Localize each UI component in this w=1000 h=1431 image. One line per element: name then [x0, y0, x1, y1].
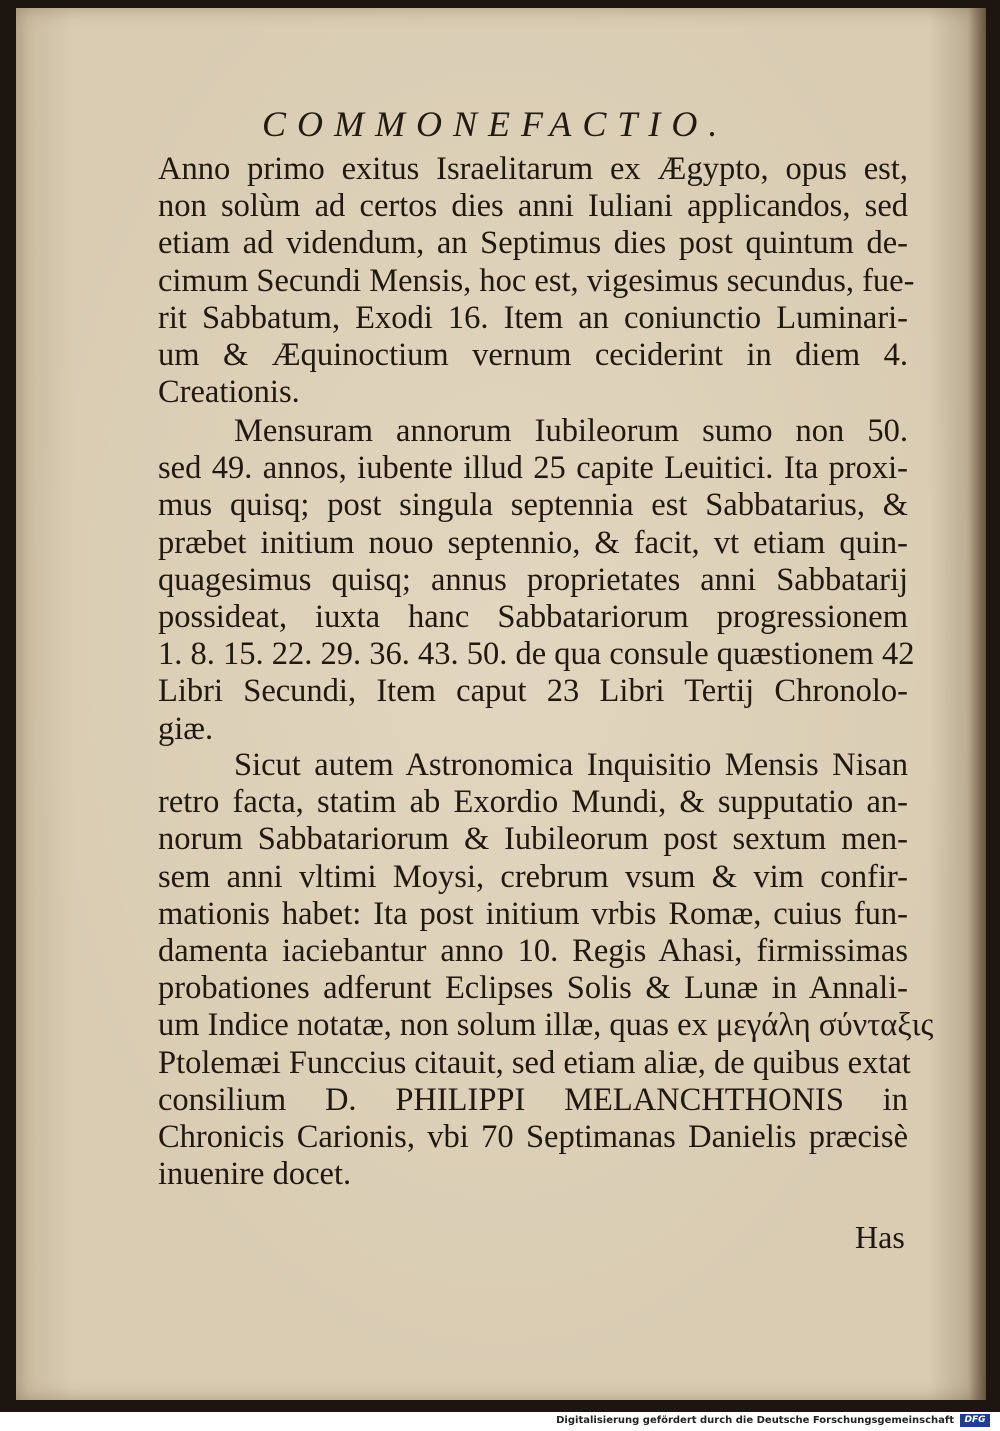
dfg-logo: DFG [960, 1414, 990, 1427]
paragraph-2 [158, 413, 915, 748]
text-line: retro facta, statim ab Exordio Mundi, & supputatio an- [158, 784, 908, 821]
page-fold-shadow [968, 8, 986, 1400]
text-line: mus quisq; post singula septennia est Sabbatarius, & [158, 487, 908, 524]
text-line: 1. 8. 15. 22. 29. 36. 43. 50. de qua consule quæstionem 42 [158, 636, 915, 673]
catchword: Has [855, 1219, 905, 1255]
text-line: consilium D. PHILIPPI MELANCHTHONIS in [158, 1081, 908, 1118]
text-line: um & Æquinoctium vernum ceciderint in diem 4. [158, 337, 908, 374]
text-line: cimum Secundi Mensis, hoc est, vigesimus secundus, fue- [158, 262, 915, 299]
text-line: mationis habet: Ita post initium vrbis Romæ, cuius fun- [158, 895, 908, 932]
text-line: giæ. [158, 710, 214, 747]
text-line: norum Sabbatariorum & Iubileorum post sextum men- [158, 821, 908, 858]
text-line: Mensuram annorum Iubileorum sumo non 50. [234, 413, 908, 449]
text-line: possideat, iuxta hanc Sabbatariorum progressionem [158, 599, 908, 636]
text-line: Chronicis Carionis, vbi 70 Septimanas Danielis præcisè [158, 1119, 908, 1156]
text-line: inuenire docet. [158, 1156, 352, 1193]
text-line: præbet initium nouo septennio, & facit, vt etiam quin- [158, 524, 908, 561]
text-line: rit Sabbatum, Exodi 16. Item an coniunctio Luminari- [158, 299, 908, 336]
text-line: non solùm ad certos dies anni Iuliani applicandos, sed [158, 188, 908, 225]
text-line: damenta iaciebantur anno 10. Regis Ahasi, firmissimas [158, 933, 908, 970]
paragraph-3 [158, 747, 934, 1193]
text-line: sed 49. annos, iubente illud 25 capite Leuitici. Ita proxi- [158, 450, 908, 487]
text-line: sem anni vltimi Moysi, crebrum vsum & vim confir- [158, 858, 908, 895]
text-line: Anno primo exitus Israelitarum ex Ægypto, opus est, [158, 151, 908, 187]
text-line: Libri Secundi, Item caput 23 Libri Tertij Chronolo- [158, 673, 908, 710]
text-line: etiam ad videndum, an Septimus dies post quintum de- [158, 225, 908, 262]
text-line: quagesimus quisq; annus proprietates anni Sabbatarij [158, 561, 908, 598]
text-line: Sicut autem Astronomica Inquisitio Mensis Nisan [234, 747, 908, 783]
text-line: Creationis. [158, 374, 300, 411]
paragraph-1 [158, 151, 915, 411]
running-head: COMMONEFACTIO. [262, 104, 729, 144]
digitization-credit: Digitalisierung gefördert durch die Deutsche Forschungsgemeinschaft [556, 1415, 954, 1426]
text-line: probationes adferunt Eclipses Solis & Lunæ in Annali- [158, 970, 908, 1007]
text-line: um Indice notatæ, non solum illæ, quas ex μεγάλη σύνταξις [158, 1007, 934, 1044]
text-line: Ptolemæi Funccius citauit, sed etiam aliæ, de quibus extat [158, 1044, 911, 1081]
